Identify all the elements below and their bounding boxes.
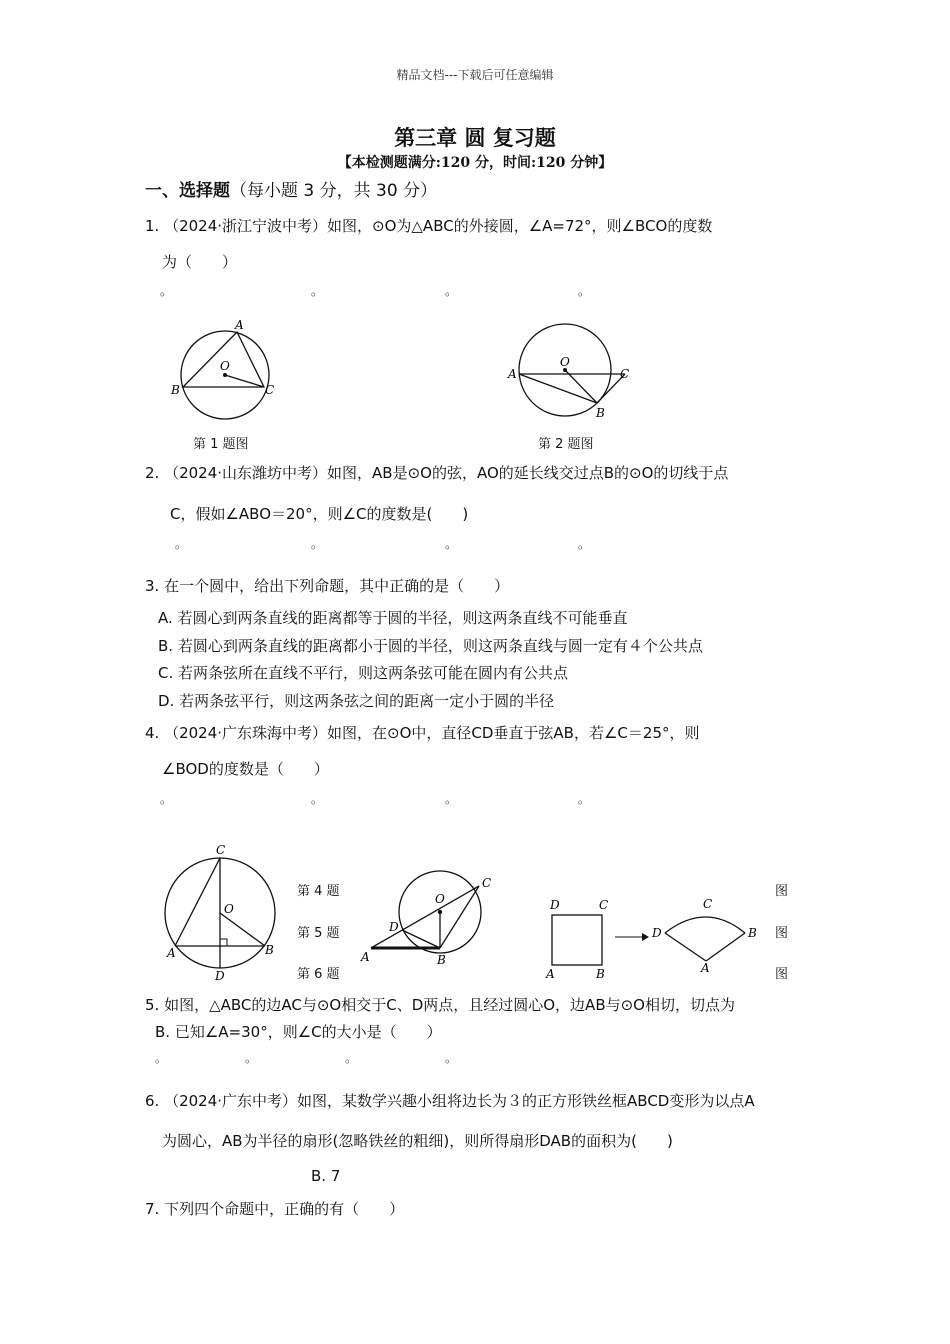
q1-line1: 1. （2024·浙江宁波中考）如图，⊙O为△ABC的外接圆，∠A=72°，则∠BCO的度数	[145, 217, 713, 235]
fig6-side-label-tail: 图	[775, 967, 789, 982]
q5-option-a-blank: 。	[155, 1051, 168, 1065]
q4-option-b-blank: 。	[311, 792, 324, 806]
fig2-label-b: B	[596, 406, 605, 420]
page-title: 第三章 圆 复习题	[394, 126, 556, 150]
fig6-square-label-d: D	[550, 898, 560, 912]
fig5-label-o: O	[435, 892, 445, 906]
fig1-label-o: O	[220, 359, 230, 373]
fig2-label-o: O	[560, 355, 570, 369]
fig6-sector-radius-ad	[665, 933, 706, 961]
q1-line2: 为（ ）	[162, 253, 238, 271]
fig1-label-c: C	[265, 383, 275, 397]
fig4-label-o: O	[224, 902, 234, 916]
q5-option-b-blank: 。	[245, 1051, 258, 1065]
q3-option-d: D. 若两条弦平行，则这两条弦之间的距离一定小于圆的半径	[158, 692, 555, 710]
q1-option-c-blank: 。	[445, 284, 458, 298]
figure-6	[540, 895, 770, 985]
fig6-arrow-head	[642, 933, 649, 941]
fig4-right-angle-mark	[220, 939, 227, 946]
q2-option-b-blank: 。	[311, 537, 324, 551]
q4-line1: 4. （2024·广东珠海中考）如图，在⊙O中，直径CD垂直于弦AB，若∠C＝25°，则	[145, 724, 700, 742]
q5-option-d-blank: 。	[445, 1051, 458, 1065]
figure-1	[160, 310, 290, 425]
fig6-square-label-c: C	[599, 898, 609, 912]
fig6-sector-radius-ab	[706, 933, 745, 961]
fig5-label-a: A	[361, 950, 370, 964]
fig6-sector-label-a: A	[701, 961, 710, 975]
q4-option-d-blank: 。	[578, 792, 591, 806]
section-note: （每小题 3 分，共 30 分）	[230, 181, 438, 201]
q1-option-d-blank: 。	[578, 284, 591, 298]
q3-option-a: A. 若圆心到两条直线的距离都等于圆的半径，则这两条直线不可能垂直	[158, 609, 628, 627]
fig6-sector-label-b: B	[748, 926, 757, 940]
fig1-label-b: B	[171, 383, 180, 397]
fig5-side-label-tail: 图	[775, 926, 789, 941]
q2-option-a-blank: 。	[175, 537, 188, 551]
fig6-sector-arc-dcb	[665, 917, 745, 933]
page-header-watermark: 精品文档---下载后可任意编辑	[396, 68, 554, 82]
fig4-side-label: 第 4 题	[297, 884, 340, 899]
section-heading	[145, 176, 437, 201]
fig2-label-a: A	[508, 367, 517, 381]
q6-line1: 6. （2024·广东中考）如图，某数学兴趣小组将边长为３的正方形铁丝框ABCD变形为以点A	[145, 1092, 755, 1110]
fig5-label-c: C	[482, 876, 492, 890]
fig4-side-label-tail: 图	[775, 884, 789, 899]
q3-stem: 3. 在一个圆中，给出下列命题，其中正确的是（ ）	[145, 577, 510, 595]
fig2-chord-ab	[519, 374, 597, 403]
q5-option-c-blank: 。	[345, 1051, 358, 1065]
fig5-label-d: D	[389, 920, 399, 934]
fig4-label-d: D	[215, 969, 225, 983]
figure-2-caption: 第 2 题图	[538, 437, 594, 452]
fig4-label-b: B	[265, 943, 274, 957]
q4-option-c-blank: 。	[445, 792, 458, 806]
figure-4	[155, 838, 290, 986]
fig6-sector-label-c: C	[703, 897, 713, 911]
q2-option-c-blank: 。	[445, 537, 458, 551]
fig5-side-label: 第 5 题	[297, 926, 340, 941]
fig2-segment-ob	[565, 370, 597, 403]
q5-line1: 5. 如图，△ABC的边AC与⊙O相交于C、D两点，且经过圆心O，边AB与⊙O相切，切点为	[145, 996, 735, 1014]
q3-option-c: C. 若两条弦所在直线不平行，则这两条弦可能在圆内有公共点	[158, 664, 569, 682]
q2-line2: C，假如∠ABO＝20°，则∠C的度数是( )	[170, 505, 469, 523]
q2-option-d-blank: 。	[578, 537, 591, 551]
q1-option-a-blank: 。	[160, 284, 173, 298]
fig1-segment-oc	[225, 375, 264, 387]
fig4-label-c: C	[216, 843, 226, 857]
fig2-label-c: C	[620, 367, 630, 381]
q1-option-b-blank: 。	[311, 284, 324, 298]
q6-option-b: B. 7	[311, 1167, 341, 1185]
fig5-segment-bd	[402, 930, 440, 948]
q6-line2: 为圆心，AB为半径的扇形(忽略铁丝的粗细)，则所得扇形DAB的面积为( )	[162, 1132, 673, 1150]
q4-line2: ∠BOD的度数是（ ）	[162, 760, 329, 778]
fig6-square-abcd	[552, 915, 602, 965]
fig4-segment-ca	[175, 858, 220, 946]
fig4-label-a: A	[167, 946, 176, 960]
section-title: 一、选择题	[145, 181, 230, 201]
q3-option-b: B. 若圆心到两条直线的距离都小于圆的半径，则这两条直线与圆一定有４个公共点	[158, 637, 703, 655]
fig6-side-label: 第 6 题	[297, 967, 340, 982]
fig1-label-a: A	[235, 318, 244, 332]
fig6-square-label-a: A	[546, 967, 555, 981]
q2-line1: 2. （2024·山东潍坊中考）如图，AB是⊙O的弦，AO的延长线交过点B的⊙O的切线于点	[145, 464, 729, 482]
fig5-secant-ac	[371, 886, 479, 948]
fig6-sector-label-d: D	[652, 926, 662, 940]
figure-1-caption: 第 1 题图	[193, 437, 249, 452]
fig6-square-label-b: B	[596, 967, 605, 981]
q4-option-a-blank: 。	[160, 792, 173, 806]
figure-2	[500, 318, 640, 423]
page-subtitle: 【本检测题满分:120 分，时间:120 分钟】	[337, 155, 613, 171]
q5-line2: B. 已知∠A=30°，则∠C的大小是（ ）	[155, 1023, 442, 1041]
figure-5	[355, 868, 505, 968]
fig1-center-point	[223, 373, 227, 377]
fig5-segment-bc	[440, 886, 479, 948]
q7-stem: 7. 下列四个命题中，正确的有（ ）	[145, 1200, 405, 1218]
fig5-center-point	[438, 910, 442, 914]
fig5-label-b: B	[437, 953, 446, 967]
